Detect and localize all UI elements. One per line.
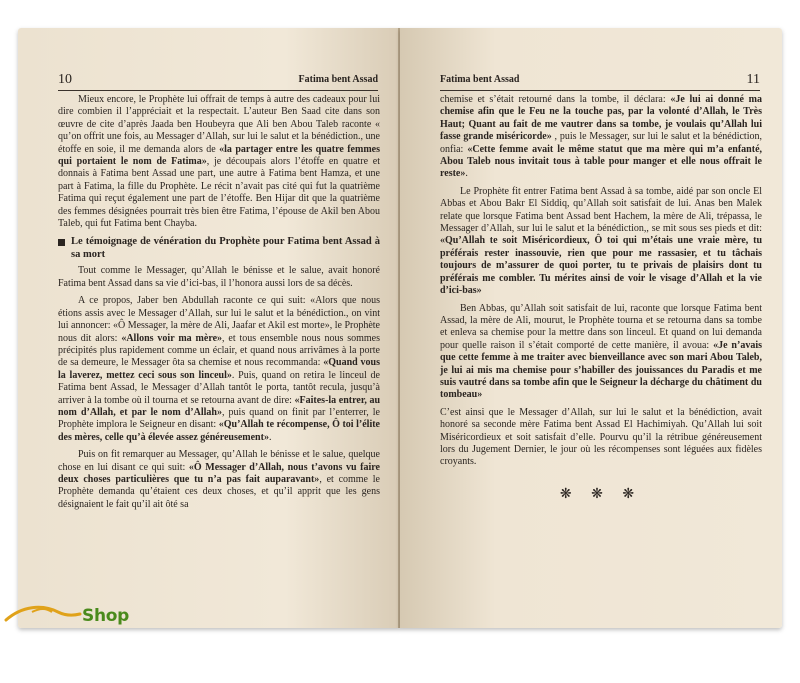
right-page-body: [440, 94, 762, 501]
square-bullet-icon: [58, 239, 65, 246]
right-page: [400, 28, 782, 628]
right-running-title: Fatima bent Assad: [440, 74, 520, 85]
open-book: [18, 28, 782, 628]
paragraph: Puis on fit remarquer au Messager, qu’Allah le bénisse et le salue, quelque chose en lui disant ce qui suit: «Ô Messager d’Allah, nous t’avons vu faire deux choses particulières que tu n’a pas fait auparavant», et comme le Prophète demanda qu’étaient ces deux choses, et qu’il apprit que les gens désignaient le fait qu’il ait ôté sa: [58, 449, 380, 510]
right-page-header: [440, 74, 760, 91]
left-page-body: [58, 94, 380, 511]
left-running-title: Fatima bent Assad: [298, 74, 378, 85]
paragraph: Le Prophète fit entrer Fatima bent Assad à sa tombe, aidé par son oncle El Abbas et Abou Bakr El Siddiq, qu’Allah soit satisfait de lui. Anas ben Malek relate que lorsque Fatima bent Assad bent Hachem, la mère de Ali, trépassa, le Messager d’Allah, sur lui le salut et la bénédiction,, se mit sous ses pieds et dit: «Qu’Allah te soit Miséricordieux, Ô toi qui m’étais une vraie mère, tu préférais rester inassouvie, rien que pour me rassasier, et tu tâchais toujours de m’assurer de quoi porter, tu te privais de plaisirs dont tu préférais me combler. Tu mérites ainsi de voir le visage d’Allah et la vie d’ici-bas»: [440, 185, 762, 297]
paragraph: C’est ainsi que le Messager d’Allah, sur lui le salut et la bénédiction, avait honoré sa seconde mère Fatima bent Assad El Hachimiyah. Qu’Allah lui soit Miséricordieux et soit satisfait d’elle. Pourvu qu’il la rétribue généreusement lors du Jugement Dernier, le jour où les récompenses sont léguées aux fidèles croyants.: [440, 406, 762, 468]
section-end-ornament: ❋ ❋ ❋: [559, 486, 643, 502]
shop-logo-text: Shop: [82, 606, 129, 626]
paragraph: A ce propos, Jaber ben Abdullah raconte ce qui suit: «Alors que nous étions assis avec le Messager d’Allah, sur lui le salut et la bénédiction., on vint lui annoncer: «Ô Messager, la mère de Ali, Jaafar et Akil est morte», le Prophète nous dit alors: «Allons voir ma mère», et tous ensemble nous nous sommes précipités plus rapidement comme un éclair, et quand nous arrivâmes à la porte de sa demeure, le Messager ôta sa chemise et nous recommanda: «Quand vous la laverez, mettez ceci sous son linceul». Puis, quand on retira le linceul de Fatima bent Assad, le Messager d’Allah tantôt le porta, tantôt recula, jusqu’à arriver à la tombe où il tourna et se retourna avant de dire: «Faites-la entrer, au nom d’Allah, et par le nom d’Allah», puis quand on finit par l’enterrer, le Prophète implora le Seigneur en disant: «Qu’Allah te récompense, Ô toi l’élite des mères, celle qu’à élevée assez généreusement».: [58, 295, 381, 443]
section-heading: Le témoignage de vénération du Prophète pour Fatima bent Assad à sa mort: [58, 236, 380, 261]
paragraph: Mieux encore, le Prophète lui offrait de temps à autre des cadeaux pour lui dire combien il l’appréciait et la respectait. L’auteur Ben Saad cite dans son œuvre de cite d’après Jaada ben Houbeyra que Ali ben Abou Taleb raconte « qu’on offrit une fois, au Messager d’Allah, sur lui le salut et la bénédiction., une étoffe en soie, il me demanda alors de «la partager entre les quatre femmes qui portaient le nom de Fatima», je découpais alors l’étoffe en quatre et donnais à Fatima bent Assad une part, une autre à Fatima bent Hamza, et une part à Fatima, la fille du Prophète. Le récit n’avait pas cité qui fut la quatrième Fatima qui reçut également une part de l’étoffe. Ben Hijar dit que la quatrième des femmes désignées pourrait très bien être Fatima, l’épouse de Akil ben Abou Taleb, qui fut Fatima bent Chayba.: [58, 94, 380, 230]
right-page-number: 11: [746, 72, 760, 87]
paragraph: chemise et s’était retourné dans la tombe, il déclara: «Je lui ai donné ma chemise afin que le Feu ne la touche pas, par la volonté d’Allah, le Très Haut; Quant au fait de me vautrer dans sa tombe, je voulais qu’Allah lui fasse grande miséricorde» , puis le Messager, sur lui le salut et la bénédiction, onfia: «Cette femme avait le même statut que ma mère qui m’a enfanté, Abou Taleb nous invitait tous à table pour manger et elle nous offrait le reste».: [440, 94, 763, 180]
left-page-number: 10: [58, 72, 72, 87]
paragraph: Ben Abbas, qu’Allah soit satisfait de lui, raconte que lorsque Fatima bent Assad, la mère de Ali, mourut, le Prophète tourna et se retourna dans sa tombe et enleva sa chemise pour la mettre dans son linceul. Et quand on lui demanda pour quelle raison il s’était comporté de cette manière, il avoua: «Je n’avais que cette femme à me traiter avec bienveillance avec son mari Abou Taleb, je lui ai mis ma chemise pour s’habiller des jouissances du Paradis et me suis vautré dans sa tombe afin que le Seigneur la décharge du châtiment du tombeau»: [440, 302, 762, 401]
left-page: [18, 28, 400, 628]
paragraph: Tout comme le Messager, qu’Allah le bénisse et le salue, avait honoré Fatima bent Assad dans sa vie d’ici-bas, il l’honora aussi lors de sa décès.: [58, 265, 380, 289]
left-page-header: [58, 74, 378, 91]
